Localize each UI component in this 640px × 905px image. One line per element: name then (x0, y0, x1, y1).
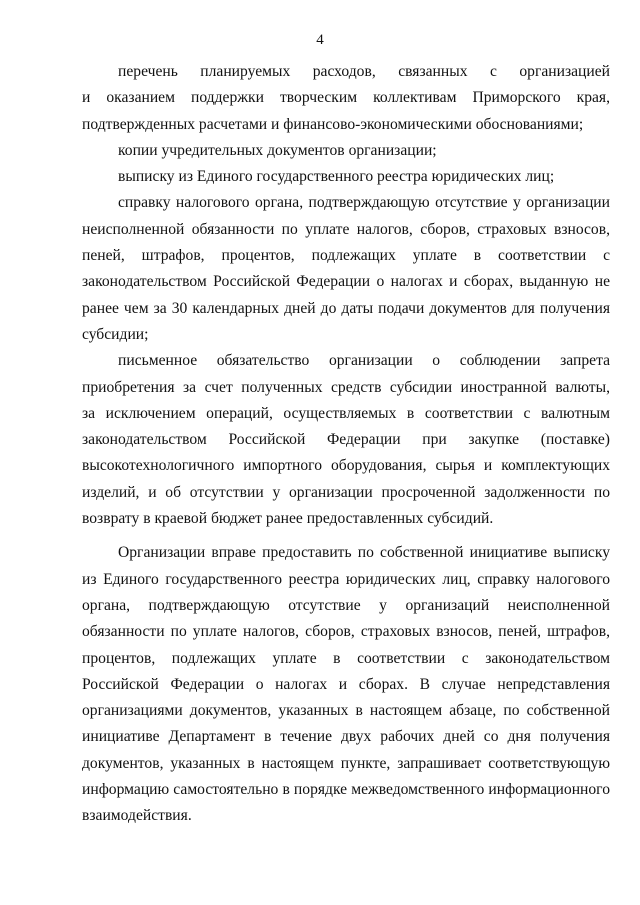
text-line: пеней, штрафов, процентов, подлежащих уплате в соответствии с (82, 247, 610, 265)
paragraph-founding-documents (82, 138, 610, 164)
text-line: инициативе Департамент в течение двух рабочих дней со дня получения (82, 728, 610, 746)
text-line: взаимодействия. (82, 807, 192, 825)
paragraph-registry-extract (82, 164, 610, 190)
text-line: возврату в краевой бюджет ранее предоставленных субсидий. (82, 510, 494, 528)
text-line: неисполненной обязанности по уплате налогов, сборов, страховых взносов, (82, 220, 610, 238)
text-line: перечень планируемых расходов, связанных с организацией (118, 63, 610, 80)
text-line: обязанности по уплате налогов, сборов, страховых взносов, пеней, штрафов, (82, 623, 610, 641)
text-line: органа, подтверждающую отсутствие у организаций неисполненной (82, 596, 610, 614)
text-line: приобретения за счет полученных средств субсидии иностранной валюты, (82, 378, 610, 396)
text-line: справку налогового органа, подтверждающую отсутствие у организации (118, 194, 610, 212)
text-line: организациями документов, указанных в настоящем абзаце, по собственной (82, 702, 610, 720)
text-line: законодательством Российской Федерации при закупке (поставке) (82, 431, 610, 449)
text-line: Организации вправе предоставить по собственной инициативе выписку (118, 544, 610, 562)
text-line: высокотехнологичного импортного оборудования, сырья и комплектующих (82, 457, 610, 475)
text-line: информацию самостоятельно в порядке межведомственного информационного (82, 781, 610, 799)
text-line: процентов, подлежащих уплате в соответствии с законодательством (82, 649, 610, 667)
paragraph-tax-certificate (82, 190, 610, 348)
paragraph-own-initiative (82, 540, 610, 829)
text-line: и оказанием поддержки творческим коллективам Приморского края, (82, 89, 610, 107)
text-line: субсидии; (82, 325, 149, 343)
paragraph-written-obligation (82, 348, 610, 532)
paragraph-gap (82, 532, 610, 540)
text-line: за исключением операций, осуществляемых в соответствии с валютным (82, 404, 610, 422)
text-line: письменное обязательство организации о соблюдении запрета (118, 352, 610, 370)
text-line: копии учредительных документов организации; (118, 141, 437, 159)
text-line: Российской Федерации о налогах и сборах. В случае непредставления (82, 675, 610, 693)
page-number: 4 (316, 32, 324, 48)
document-body (82, 59, 610, 830)
text-line: ранее чем за 30 календарных дней до даты подачи документов для получения (82, 299, 610, 317)
text-line: из Единого государственного реестра юридических лиц, справку налогового (82, 570, 610, 588)
text-line: законодательством Российской Федерации о налогах и сборах, выданную не (82, 273, 610, 291)
text-line: документов, указанных в настоящем пункте, запрашивает соответствующую (82, 754, 610, 772)
text-line: изделий, и об отсутствии у организации просроченной задолженности по (82, 483, 610, 501)
paragraph-expense-list (82, 59, 610, 138)
text-line: выписку из Единого государственного реестра юридических лиц; (118, 168, 555, 186)
text-line: подтвержденных расчетами и финансово-экономическими обоснованиями; (82, 115, 584, 133)
